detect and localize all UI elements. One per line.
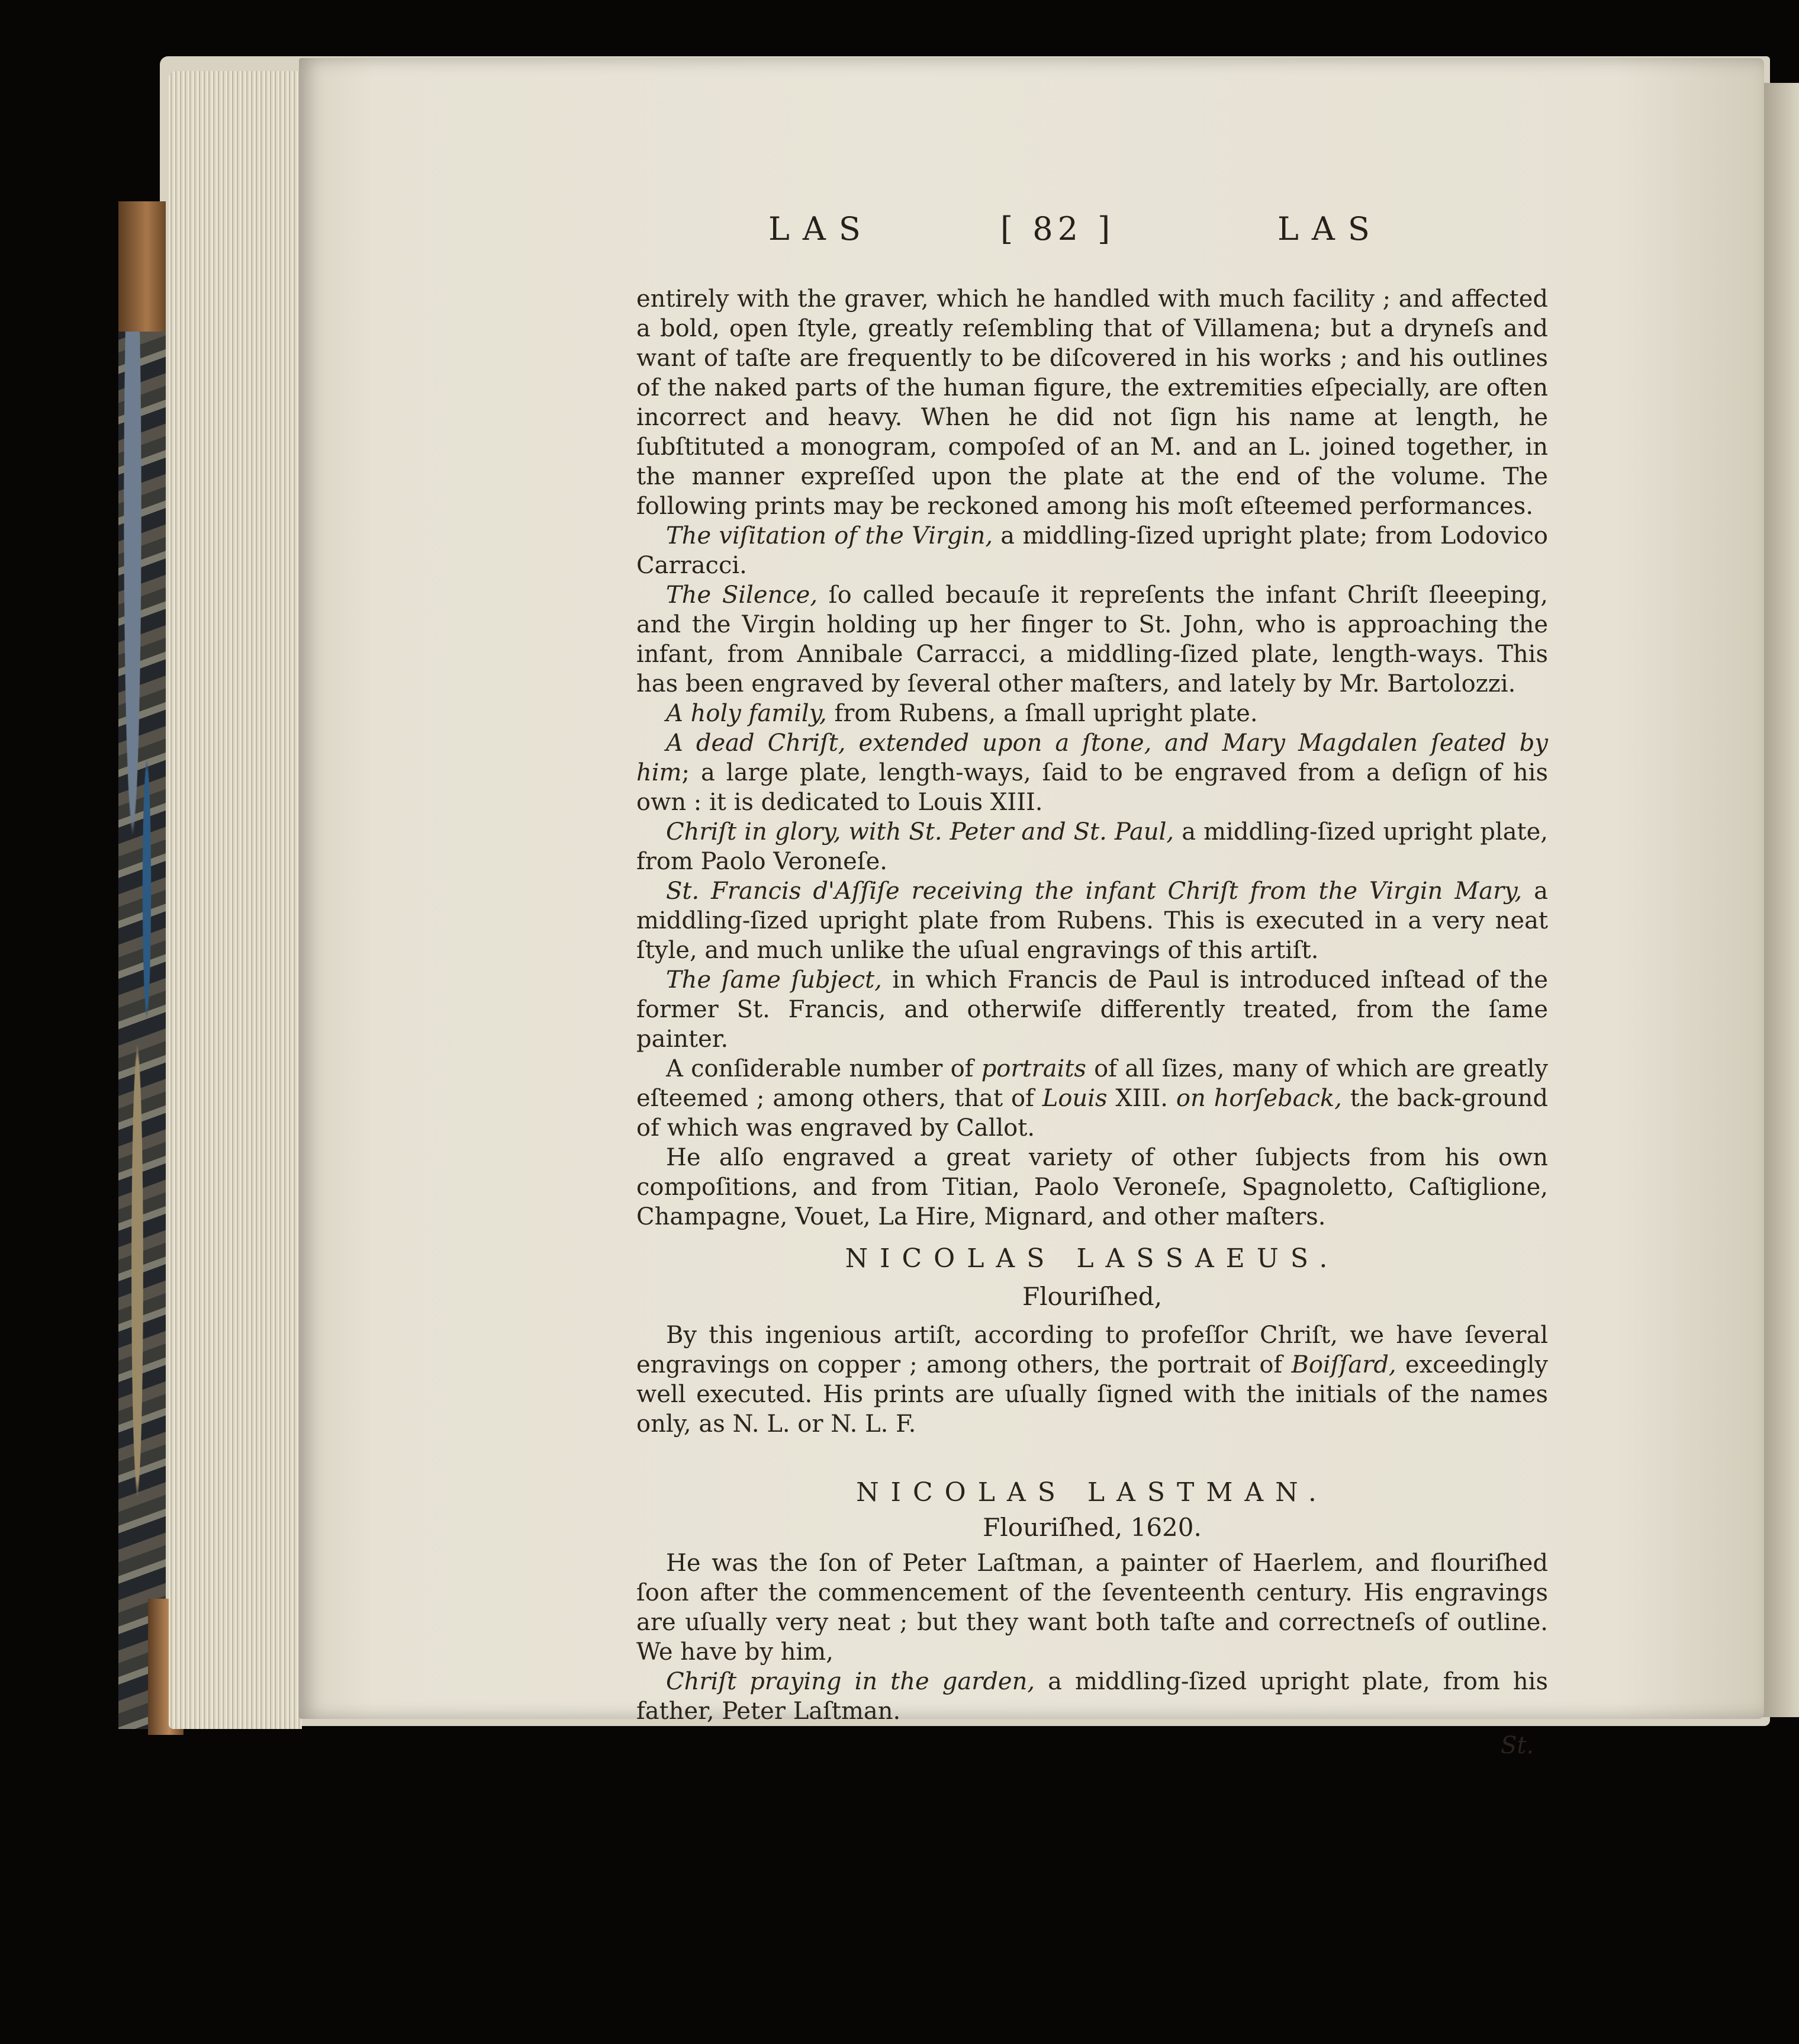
flourished-lassaeus: Flouriſhed,	[1022, 1282, 1163, 1311]
print-item: The viſitation of the Virgin, a middling-ſized upright plate; from Lodovico Carracci.	[636, 522, 1548, 579]
entry-heading-lastman: NICOLAS LASTMAN.	[856, 1477, 1328, 1508]
print-item: The ſame ſubject, in which Francis de Paul is introduced inſtead of the former St. Francis, and otherwiſe differently treated, from the ſame painter.	[636, 966, 1548, 1053]
print-title: A dead Chriſt, extended upon a ſtone, and Mary Magdalen ſeated by him	[636, 729, 1548, 786]
entry-lassaeus	[636, 1320, 1548, 1439]
print-title: The Silence,	[666, 581, 818, 609]
entry-heading-lassaeus: NICOLAS LASSAEUS.	[845, 1243, 1340, 1274]
portraits-paragraph: A conſiderable number of portraits of all ſizes, many of which are greatly eſteemed ; among others, that of Louis XIII. on horſeback, the back-ground of which was engraved by Callot.	[636, 1055, 1549, 1142]
leather-spine-top	[118, 201, 166, 332]
running-head-right: LAS	[1277, 210, 1383, 248]
print-item: A holy family, from Rubens, a ſmall upright plate.	[666, 700, 1258, 727]
print-title: Chriſt in glory, with St. Peter and St. Paul,	[666, 818, 1174, 846]
print-title: Chriſt praying in the garden,	[666, 1668, 1035, 1695]
marbled-cover	[118, 201, 166, 1729]
print-title: A holy family,	[666, 700, 827, 727]
lassaeus-paragraph: By this ingenious artiſt, according to profeſſor Chriſt, we have ſeveral engravings on copper ; among others, the portrait of Boiſſard, exceedingly well executed. His prints are uſually ſigned with the initials of the names only, as N. L. or N. L. F.	[636, 1322, 1549, 1438]
entry-lastman	[636, 1548, 1548, 1726]
page-edges	[169, 71, 302, 1729]
print-item: The Silence, ſo called becauſe it repreſents the infant Chriſt ſleeeping, and the Virgin holding up her finger to St. John, who is approaching the infant, from Annibale Carracci, a middling-ſized plate, length-ways. This has been engraved by ſeveral other maſters, and lately by Mr. Bartolozzi.	[636, 581, 1548, 698]
lastman-paragraph: He was the ſon of Peter Laſtman, a painter of Haerlem, and flouriſhed ſoon after the commencement of the ſeventeenth century. His engravings are uſually very neat ; but they want both taſte and correctneſs of outline. We have by him,	[636, 1550, 1548, 1666]
print-title: The ſame ſubject,	[666, 966, 882, 994]
print-item: A dead Chriſt, extended upon a ſtone, and Mary Magdalen ſeated by him; a large plate, length-ways, ſaid to be engraved from a deſign of his own : it is dedicated to Louis XIII.	[636, 729, 1548, 816]
entry-continued	[636, 284, 1548, 1232]
running-head-left: LAS	[768, 210, 874, 248]
facing-page-edge	[1763, 83, 1799, 1717]
print-item: St. Francis d'Aſſiſe receiving the infant Chriſt from the Virgin Mary, a middling-ſized upright plate from Rubens. This is executed in a very neat ſtyle, and much unlike the uſual engravings of this artiſt.	[636, 878, 1549, 964]
flourished-lastman: Flouriſhed, 1620.	[983, 1513, 1202, 1542]
print-title: St. Francis d'Aſſiſe receiving the infant Chriſt from the Virgin Mary,	[666, 878, 1523, 905]
page-number: [ 82 ]	[1000, 210, 1115, 248]
print-item: Chriſt praying in the garden, a middling-ſized upright plate, from his father, Peter Laſtman.	[636, 1668, 1549, 1725]
closing-paragraph: He alſo engraved a great variety of other ſubjects from his own compoſitions, and from Titian, Paolo Veroneſe, Spagnoletto, Caſtiglione, Champagne, Vouet, La Hire, Mignard, and other maſters.	[636, 1144, 1548, 1230]
print-title: The viſitation of the Virgin,	[666, 522, 993, 549]
print-item: Chriſt in glory, with St. Peter and St. Paul, a middling-ſized upright plate, from Paolo Veroneſe.	[636, 818, 1548, 875]
opening-paragraph: entirely with the graver, which he handled with much facility ; and affected a bold, open ſtyle, greatly reſembling that of Villamena; but a dryneſs and want of taſte are frequently to be diſcovered in his works ; and his outlines of the naked parts of the human figure, the extremities eſpecially, are often incorrect and heavy. When he did not ſign his name at length, he ſubſtituted a monogram, compoſed of an M. and an L. joined together, in the manner expreſſed upon the plate at the end of the volume. The following prints may be reckoned among his moſt eſteemed performances.	[636, 285, 1548, 520]
catchword: St.	[1501, 1732, 1534, 1759]
